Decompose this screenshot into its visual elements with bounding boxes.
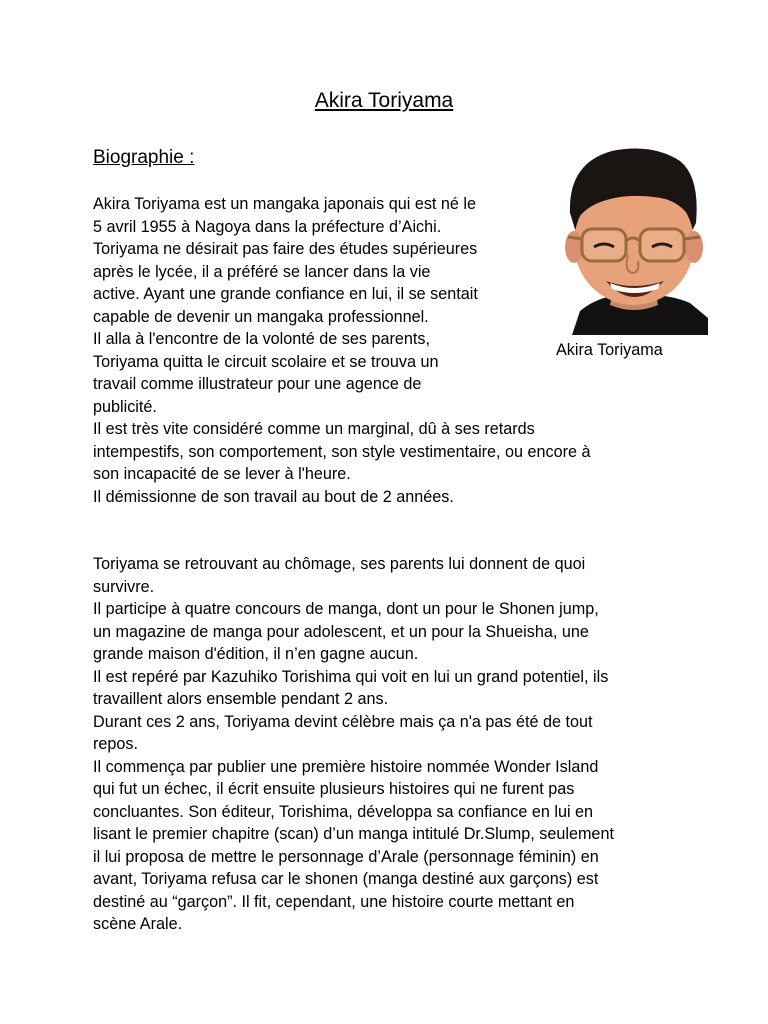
biography-paragraph: Toriyama se retrouvant au chômage, ses parents lui donnent de quoi survivre. Il participe à quatre concours de manga, dont un pour le Shonen jump, un magazine de manga pour adolescent, et un pour la Shueisha, une grande maison d'édition, il n’en gagne aucun. Il est repéré par Kazuhiko Torishima qui voit en lui un grand potentiel, ils travaillent alors ensemble pendant 2 ans. Durant ces 2 ans, Toriyama devint célèbre mais ça n'a pas été de tout repos. Il commença par publier une première histoire nommée Wonder Island qui fut un échec, il écrit ensuite plusieurs histoires qui ne furent pas concluantes. Son éditeur, Torishima, développa sa confiance en lui en lisant le premier chapitre (scan) d’un manga intitulé Dr.Slump, seulement il lui proposa de mettre le personnage d’Arale (personnage féminin) en avant, Toriyama refusa car le shonen (manga destiné aux garçons) est destiné au “garçon”. Il fit, cependant, une histoire courte mettant en scène Arale. xyxy=(93,555,614,933)
section-heading: Biographie : xyxy=(93,147,195,168)
document-title: Akira Toriyama xyxy=(314,89,454,112)
photo-caption: Akira Toriyama xyxy=(556,341,663,359)
biography-paragraph: Akira Toriyama est un mangaka japonais qui est né le 5 avril 1955 à Nagoya dans la préfecture d’Aichi. Toriyama ne désirait pas faire des études supérieures après le lycée, il a préféré se lancer dans la vie active. Ayant une grande confiance en lui, il se sentait capable de devenir un mangaka professionnel. Il alla à l'encontre de la volonté de ses parents, Toriyama quitta le circuit scolaire et se trouva un travail comme illustrateur pour une agence de publicité. Il est très vite considéré comme un marginal, dû à ses retards intempestifs, son comportement, son style vestimentaire, ou encore à son incapacité de se lever à l'heure. Il démissionne de son travail au bout de 2 années. xyxy=(93,195,591,506)
